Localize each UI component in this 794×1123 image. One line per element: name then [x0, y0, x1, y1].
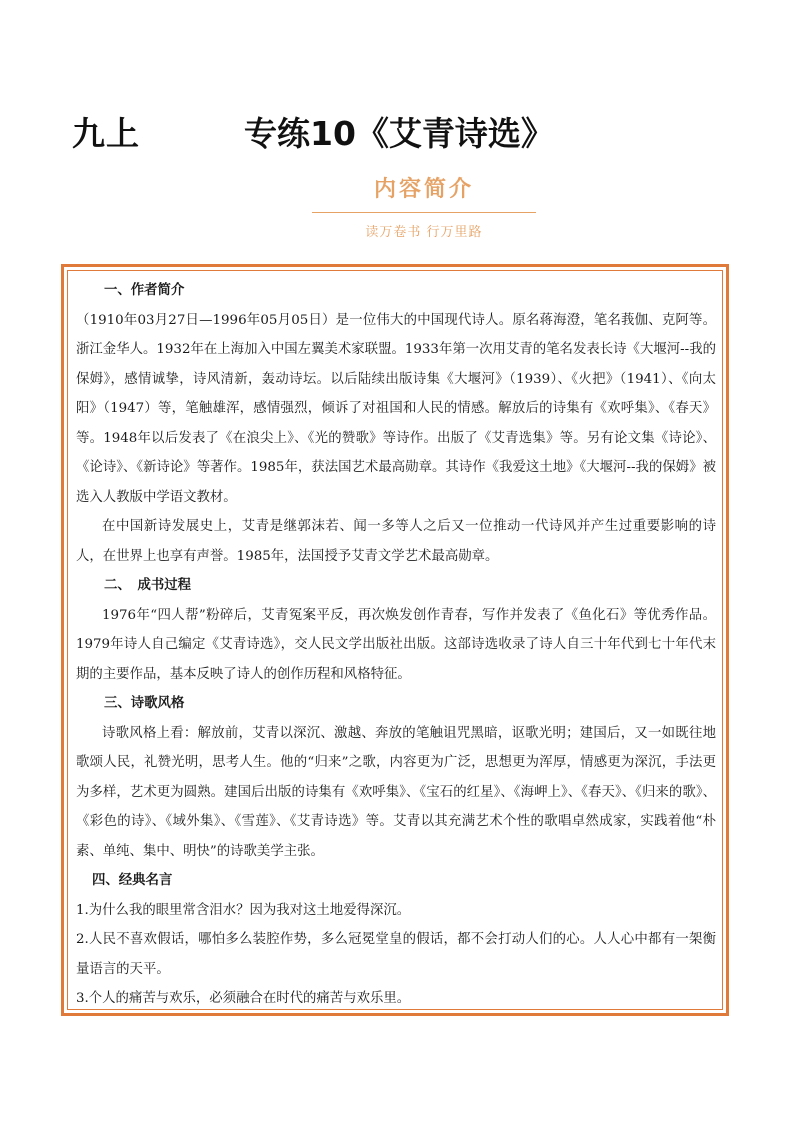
- author-bio-paragraph: （1910年03月27日—1996年05月05日）是一位伟大的中国现代诗人。原名蒋海澄，笔名莪伽、克阿等。浙江金华人。1932年在上海加入中国左翼美术家联盟。1933年第一次用艾青的笔名发表长诗《大堰河--我的保姆》，感情诚挚，诗风清新，轰动诗坛。以后陆续出版诗集《大堰河》（1939）、《火把》（1941）、《向太阳》（1947）等，笔触雄浑，感情强烈，倾诉了对祖国和人民的情感。解放后的诗集有《欢呼集》、《春天》等。1948年以后发表了《在浪尖上》、《光的赞歌》等诗作。出版了《艾青选集》等。另有论文集《诗论》、《论诗》、《新诗论》等著作。1985年，获法国艺术最高勋章。其诗作《我爱这土地》《大堰河--我的保姆》被选入人教版中学语文教材。: [76, 312, 716, 505]
- section-heading-style: 三、诗歌风格: [104, 695, 185, 711]
- grade-label: 九上: [72, 114, 140, 153]
- intro-divider: [312, 212, 536, 213]
- quote-item: 1.为什么我的眼里常含泪水？因为我对这土地爱得深沉。: [76, 902, 411, 918]
- quote-item: 3.个人的痛苦与欢乐，必须融合在时代的痛苦与欢乐里。: [76, 991, 411, 1006]
- section-heading-quotes: 四、经典名言: [92, 872, 173, 888]
- style-paragraph: 诗歌风格上看：解放前，艾青以深沉、激越、奔放的笔触诅咒黑暗，讴歌光明；建国后，又一如既往地歌颂人民，礼赞光明，思考人生。他的“归来”之歌，内容更为广泛，思想更为浑厚，情感更为深沉，手法更为多样，艺术更为圆熟。建国后出版的诗集有《欢呼集》、《宝石的红星》、《海岬上》、《春天》、《归来的歌》、《彩色的诗》、《域外集》、《雪莲》、《艾青诗选》等。艾青以其充满艺术个性的歌唱卓然成家，实践着他“朴素、单纯、集中、明快”的诗歌美学主张。: [76, 725, 716, 859]
- quote-item: 2.人民不喜欢假话，哪怕多么装腔作势，多么冠冕堂皇的假话，都不会打动人们的心。人人心中都有一架衡量语言的天平。: [76, 932, 716, 977]
- intro-subtitle: 读万卷书 行万里路: [365, 225, 483, 240]
- section-heading-author: 一、作者简介: [104, 282, 185, 298]
- section-heading-process: 二、 成书过程: [104, 577, 192, 593]
- intro-title: 内容简介: [373, 177, 474, 202]
- page-title: 专练10《艾青诗选》: [244, 114, 554, 153]
- author-influence-paragraph: 在中国新诗发展史上，艾青是继郭沫若、闻一多等人之后又一位推动一代诗风并产生过重要影响的诗人，在世界上也享有声誉。1985年，法国授予艾青文学艺术最高勋章。: [76, 519, 716, 564]
- process-paragraph: 1976年“四人帮”粉碎后，艾青冤案平反，再次焕发创作青春，写作并发表了《鱼化石》等优秀作品。1979年诗人自己编定《艾青诗选》，交人民文学出版社出版。这部诗选收录了诗人自三十年代到七十年代末期的主要作品，基本反映了诗人的创作历程和风格特征。: [76, 607, 716, 682]
- content-body: [76, 276, 716, 1014]
- intro-banner: [312, 172, 536, 240]
- content-frame: [61, 264, 729, 1016]
- page-header: [72, 108, 772, 158]
